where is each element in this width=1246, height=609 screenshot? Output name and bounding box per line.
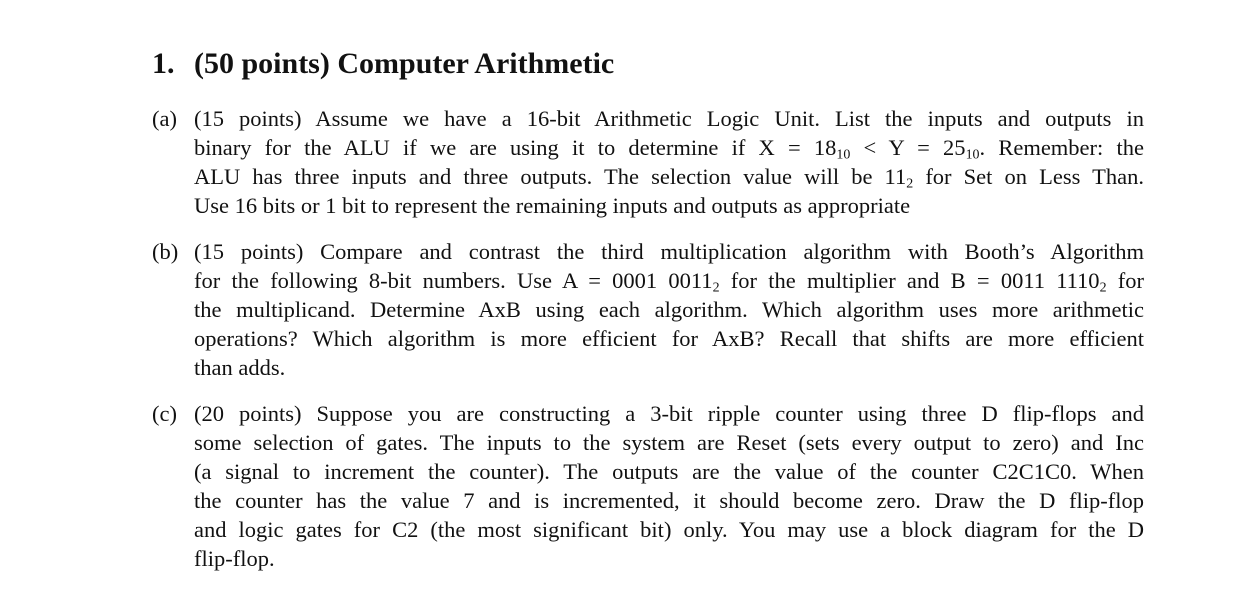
part-a-line-4: Use 16 bits or 1 bit to represent the remaining inputs and outputs as appropriate xyxy=(194,193,911,218)
part-c xyxy=(152,399,1144,573)
part-c-line-2: some selection of gates. The inputs to the system are Reset (sets every output to zero) and Inc xyxy=(194,430,1144,455)
part-a-line-3 xyxy=(194,162,1144,191)
part-c-label: (c) xyxy=(152,401,177,426)
part-a-label: (a) xyxy=(152,106,177,131)
part-a-line-2-text-mid: < Y = 25 xyxy=(850,135,966,160)
subscript-base-2: 2 xyxy=(712,280,720,296)
subscript-base-2: 2 xyxy=(906,176,914,192)
part-b-line-4: operations? Which algorithm is more efficient for AxB? Recall that shifts are more efficient xyxy=(194,326,1144,351)
part-c-line-5: and logic gates for C2 (the most significant bit) only. You may use a block diagram for the D xyxy=(194,517,1144,542)
subscript-base-2: 2 xyxy=(1099,280,1107,296)
part-a-line-2 xyxy=(194,133,1144,162)
part-b-line-3: the multiplicand. Determine AxB using each algorithm. Which algorithm uses more arithmetic xyxy=(194,297,1144,322)
part-a-line-3-text: ALU has three inputs and three outputs. The selection value will be 11 xyxy=(194,164,907,189)
part-a-line-1: (15 points) Assume we have a 16-bit Arithmetic Logic Unit. List the inputs and outputs in xyxy=(194,106,1144,131)
question-number: 1. xyxy=(152,47,175,80)
part-a-line-2-text-end: . Remember: the xyxy=(979,135,1144,160)
question-title: (50 points) Computer Arithmetic xyxy=(194,47,615,80)
part-a-line-2-text: binary for the ALU if we are using it to determine if X = 18 xyxy=(194,135,837,160)
subscript-base-10: 10 xyxy=(836,147,851,163)
part-c-line-6: flip-flop. xyxy=(194,546,275,571)
part-a-text xyxy=(194,104,1144,220)
part-c-text xyxy=(194,399,1144,573)
part-b-label: (b) xyxy=(152,239,179,264)
subscript-base-10: 10 xyxy=(965,147,980,163)
part-b-line-2-text: for the following 8-bit numbers. Use A = 0001 0011 xyxy=(194,268,713,293)
part-c-line-1: (20 points) Suppose you are constructing a 3-bit ripple counter using three D flip-flops and xyxy=(194,401,1144,426)
part-b-line-2 xyxy=(194,266,1144,295)
part-c-line-3: (a signal to increment the counter). The outputs are the value of the counter C2C1C0. When xyxy=(194,459,1144,484)
part-a xyxy=(152,104,1144,220)
part-b-line-2-text-mid: for the multiplier and B = 0011 1110 xyxy=(719,268,1100,293)
part-a-line-3-text-end: for Set on Less Than. xyxy=(913,164,1144,189)
part-c-line-4: the counter has the value 7 and is incremented, it should become zero. Draw the D flip-flop xyxy=(194,488,1144,513)
part-b-line-2-text-end: for xyxy=(1106,268,1145,293)
part-b-text xyxy=(194,237,1144,382)
part-b-line-5: than adds. xyxy=(194,355,286,380)
part-b xyxy=(152,237,1144,382)
part-b-line-1: (15 points) Compare and contrast the third multiplication algorithm with Booth’s Algorithm xyxy=(194,239,1144,264)
question-heading xyxy=(152,44,614,84)
